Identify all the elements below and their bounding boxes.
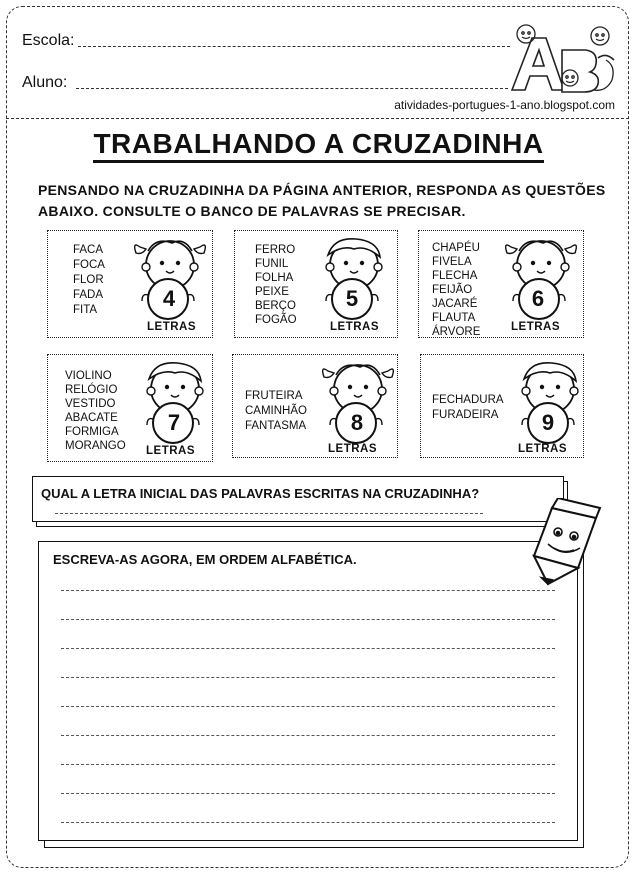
letter-count: 4 [162, 286, 176, 311]
writing-line[interactable] [61, 735, 555, 736]
question1-text: QUAL A LETRA INICIAL DAS PALAVRAS ESCRITAS NA CRUZADINHA? [41, 486, 480, 501]
word-list [245, 389, 307, 434]
word-item: FOGÃO [255, 314, 297, 326]
word-card-5 [234, 230, 398, 338]
word-item: BERÇO [255, 300, 296, 312]
word-item: FLAUTA [432, 312, 476, 324]
girl-face-icon [126, 233, 216, 326]
letras-label: LETRAS [147, 321, 196, 333]
word-card-6 [418, 230, 584, 338]
word-item: FITA [73, 304, 98, 316]
letras-label: LETRAS [330, 321, 379, 333]
word-item: FANTASMA [245, 420, 307, 432]
word-card-9 [420, 354, 584, 458]
word-card-7 [47, 354, 213, 462]
writing-line[interactable] [61, 822, 555, 823]
word-item: ÁRVORE [432, 326, 481, 338]
word-item: FLECHA [432, 270, 478, 282]
word-list [65, 369, 126, 453]
abc-kids-logo [502, 20, 620, 98]
letter-count: 5 [345, 286, 359, 311]
escola-row [22, 32, 74, 50]
word-item: FURADEIRA [432, 409, 499, 421]
word-item: PEIXE [255, 286, 289, 298]
question2-text: ESCREVA-AS AGORA, EM ORDEM ALFABÉTICA. [53, 552, 357, 567]
boy-face-icon [310, 233, 400, 326]
word-item: FIVELA [432, 256, 472, 268]
letras-label: LETRAS [146, 445, 195, 457]
word-list [73, 243, 105, 318]
letter-count: 9 [541, 410, 555, 435]
word-item: FECHADURA [432, 394, 504, 406]
letter-count: 8 [350, 410, 364, 435]
blog-url[interactable]: atividades-portugues-1-ano.blogspot.com [394, 98, 615, 112]
word-item: FEIJÃO [432, 284, 473, 296]
girl-face-icon [497, 233, 587, 326]
instructions: PENSANDO NA CRUZADINHA DA PÁGINA ANTERIOR, RESPONDA AS QUESTÕES ABAIXO. CONSULTE O BANCO DE PALAVRAS SE PRECISAR. [38, 182, 606, 219]
escola-field[interactable] [78, 46, 510, 47]
word-item: CAMINHÃO [245, 405, 307, 417]
letras-label: LETRAS [518, 443, 567, 455]
word-list [255, 243, 297, 327]
word-item: FOCA [73, 259, 105, 271]
letter-count: 7 [167, 410, 181, 435]
word-item: FERRO [255, 244, 296, 256]
word-item: FACA [73, 244, 104, 256]
word-item: CHAPÉU [432, 242, 480, 254]
question1-box [32, 476, 564, 522]
word-item: ABACATE [65, 412, 118, 424]
word-item: FORMIGA [65, 426, 119, 438]
letter-count: 6 [531, 286, 545, 311]
word-list [432, 393, 504, 423]
writing-line[interactable] [61, 648, 555, 649]
word-card-4 [47, 230, 213, 338]
word-item: VESTIDO [65, 398, 116, 410]
header-separator [6, 118, 629, 119]
word-item: RELÓGIO [65, 384, 118, 396]
word-item: JACARÉ [432, 298, 478, 310]
question2-box [38, 541, 578, 841]
letras-label: LETRAS [328, 443, 377, 455]
boy-face-icon [131, 357, 221, 450]
writing-line[interactable] [61, 793, 555, 794]
aluno-label: Aluno: [22, 74, 68, 91]
writing-line[interactable] [61, 764, 555, 765]
word-item: FLOR [73, 274, 104, 286]
question1-answer-line[interactable] [55, 513, 483, 514]
word-item: FUNIL [255, 258, 289, 270]
letras-label: LETRAS [511, 321, 560, 333]
writing-line[interactable] [61, 706, 555, 707]
word-item: MORANGO [65, 440, 126, 452]
writing-line[interactable] [61, 619, 555, 620]
aluno-field[interactable] [76, 88, 508, 89]
writing-line[interactable] [61, 677, 555, 678]
word-list [432, 241, 480, 339]
word-item: FOLHA [255, 272, 294, 284]
word-card-8 [232, 354, 398, 458]
word-item: FADA [73, 289, 104, 301]
girl-face-icon [314, 357, 404, 450]
page-title: TRABALHANDO A CRUZADINHA [0, 128, 637, 160]
word-item: FRUTEIRA [245, 390, 303, 402]
writing-line[interactable] [61, 590, 555, 591]
aluno-row [22, 74, 67, 92]
word-item: VIOLINO [65, 370, 112, 382]
pencil-character-icon [512, 498, 612, 590]
escola-label: Escola: [22, 32, 75, 49]
boy-face-icon [506, 357, 596, 450]
